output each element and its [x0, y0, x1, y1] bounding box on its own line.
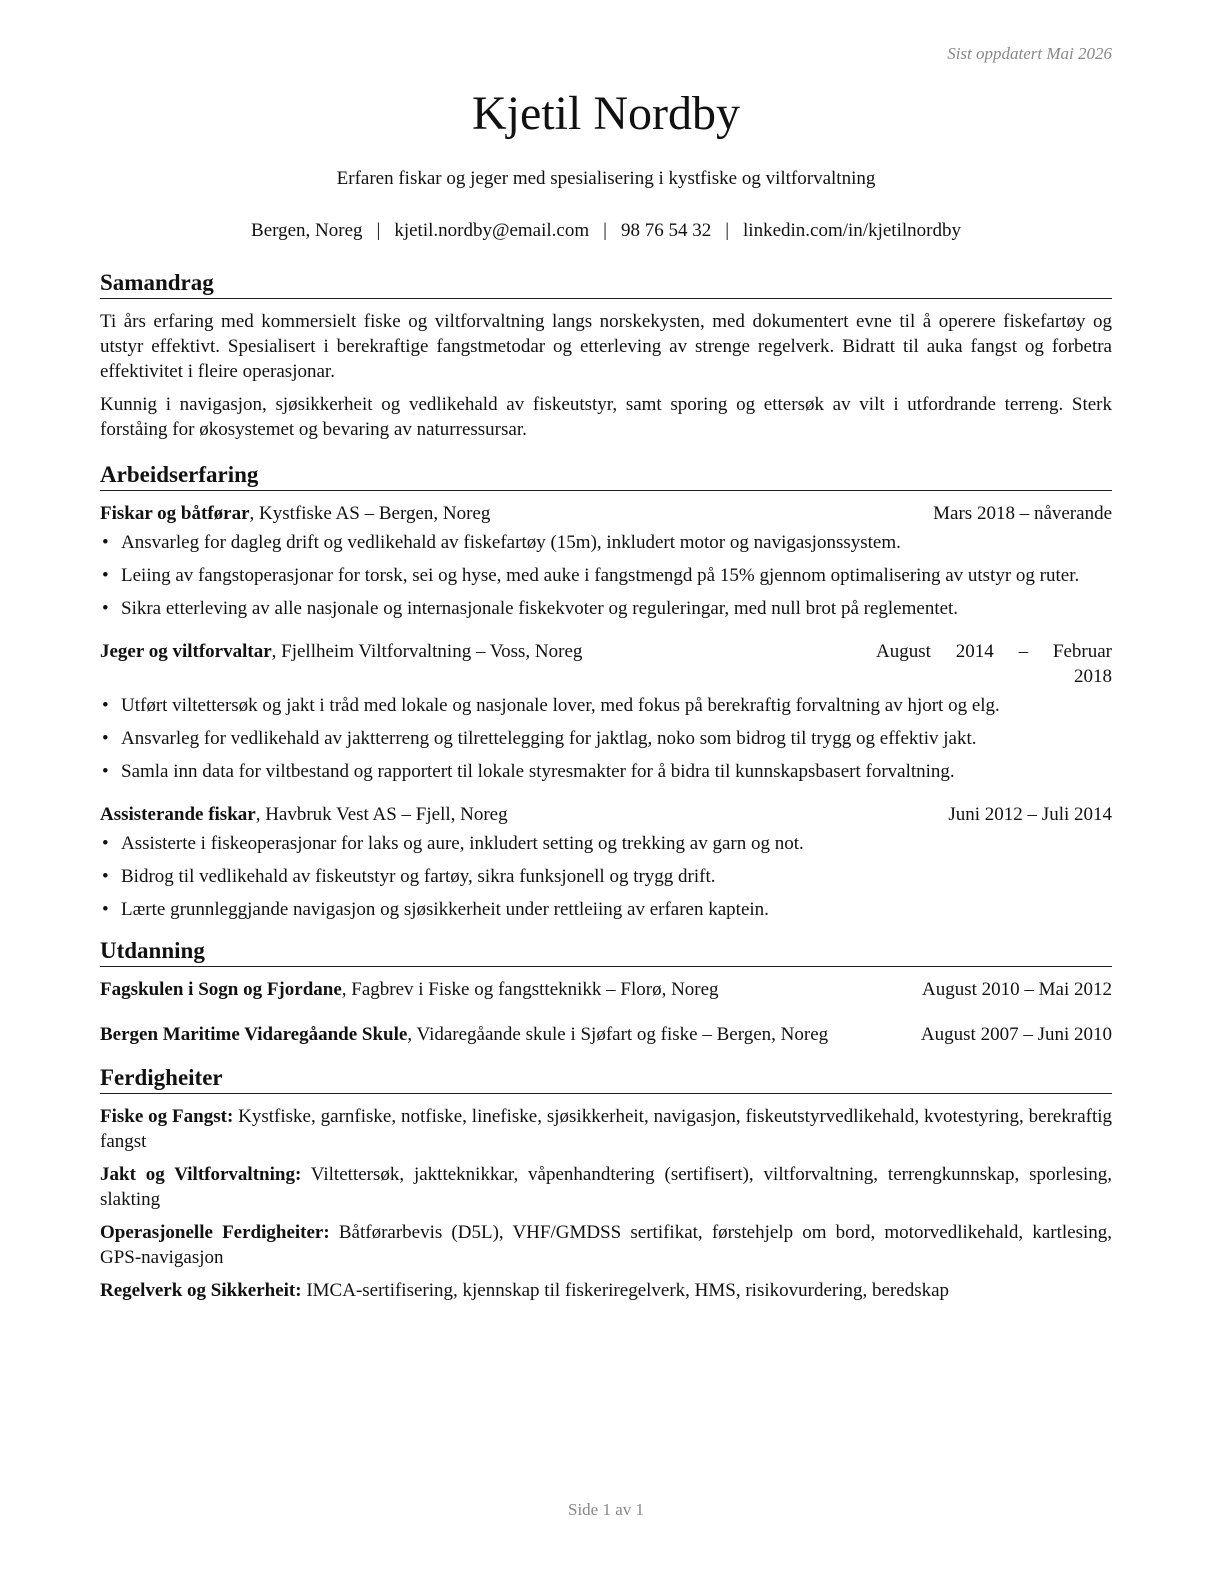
candidate-name: Kjetil Nordby	[472, 87, 740, 140]
summary-paragraph: Kunnig i navigasjon, sjøsikkerheit og vedlikehald av fiskeutstyr, samt sporing og ettersøk av vilt i utfordrande terreng. Sterk forståing for økosystemet og bevaring av naturressursar.	[100, 394, 1112, 440]
education-entry	[100, 977, 1112, 1002]
education-dates: August 2007 – Juni 2010	[920, 1024, 1112, 1045]
job-entry	[100, 501, 1112, 621]
job-bullet: • Sikra etterleving av alle nasjonale og internasjonale fiskekvoter og reguleringar, med null brot på reglementet.	[100, 596, 1112, 621]
section-heading-skills: Ferdigheiter	[100, 1063, 1112, 1094]
education-detail: , Fagbrev i Fiske og fangstteknikk – Florø, Noreg	[341, 979, 719, 1000]
job-title: Fiskar og båtførar	[100, 503, 250, 524]
job-bullet: • Lærte grunnleggjande navigasjon og sjøsikkerheit under rettleiing av erfaren kaptein.	[100, 897, 1112, 922]
skill-group-text: Kystfiske, garnfiske, notfiske, linefiske, sjøsikkerheit, navigasjon, fiskeutstyrvedlikehald, kvotestyring, berekraftig fangst	[100, 1106, 1113, 1152]
contact-separator: |	[376, 220, 381, 241]
job-header	[100, 639, 1112, 689]
summary-section	[100, 268, 1112, 442]
job-entry	[100, 802, 1112, 922]
skill-group-label: Operasjonelle Ferdigheiter:	[100, 1222, 330, 1243]
skill-group	[100, 1104, 1112, 1154]
education-entry	[100, 1022, 1112, 1047]
job-header	[100, 802, 1112, 827]
job-bullets	[100, 693, 1112, 784]
job-bullet: • Samla inn data for viltbestand og rapportert til lokale styresmakter for å bidra til kunnskapsbasert forvaltning.	[100, 759, 1112, 784]
job-bullet: • Ansvarleg for dagleg drift og vedlikehald av fiskefartøy (15m), inkludert motor og navigasjonssystem.	[100, 530, 1112, 555]
experience-section	[100, 460, 1112, 922]
skill-group-text: Båtførarbevis (D5L), VHF/GMDSS sertifikat, førstehjelp om bord, motorvedlikehald, kartlesing, GPS-navigasjon	[100, 1222, 1112, 1268]
job-bullets	[100, 831, 1112, 922]
education-section	[100, 936, 1112, 1047]
job-bullets	[100, 530, 1112, 621]
skill-group-text: Viltettersøk, jaktteknikkar, våpenhandtering (sertifisert), viltforvaltning, terrengkunnskap, sporlesing, slakting	[100, 1164, 1112, 1210]
summary-paragraph: Ti års erfaring med kommersielt fiske og viltforvaltning langs norskekysten, med dokumentert evne til å operere fiskefartøy og utstyr effektivt. Spesialisert i berekraftige fangstmetodar og etterleving av strenge regelverk. Bidratt til auka fangst og forbetra effektivitet i fleire operasjonar.	[100, 311, 1112, 382]
page-number: Side 1 av 1	[567, 1500, 645, 1519]
contact-email[interactable]: kjetil.nordby@email.com	[394, 220, 590, 241]
contact-line	[100, 220, 1112, 242]
education-dates: August 2010 – Mai 2012	[922, 979, 1112, 1000]
school-name: Fagskulen i Sogn og Fjordane	[100, 979, 342, 1000]
skill-group	[100, 1162, 1112, 1212]
skill-group	[100, 1278, 1112, 1303]
education-detail: , Vidaregåande skule i Sjøfart og fiske – Bergen, Noreg	[407, 1024, 829, 1045]
contact-location: Bergen, Noreg	[251, 220, 363, 241]
skill-group-label: Jakt og Viltforvaltning:	[100, 1164, 302, 1185]
section-heading-education: Utdanning	[100, 936, 1112, 967]
contact-separator: |	[603, 220, 607, 241]
job-bullet: • Ansvarleg for vedlikehald av jaktterreng og tilrettelegging for jaktlag, noko som bidrog til trygg og effektiv jakt.	[100, 726, 1112, 751]
school-name: Bergen Maritime Vidaregåande Skule	[100, 1024, 408, 1045]
job-dates: Mars 2018 – nåverande	[933, 503, 1112, 524]
resume-content	[100, 268, 1112, 1311]
job-header	[100, 501, 1112, 526]
job-title: Jeger og viltforvaltar	[100, 641, 272, 662]
last-updated: Sist oppdatert Mai 2026	[947, 44, 1112, 63]
job-dates: Juni 2012 – Juli 2014	[948, 804, 1112, 825]
job-org: , Fjellheim Viltforvaltning – Voss, Noreg	[271, 641, 583, 662]
skills-section	[100, 1063, 1112, 1303]
contact-phone: 98 76 54 32	[620, 220, 712, 241]
tagline: Erfaren fiskar og jeger med spesialisering i kystfiske og viltforvaltning	[336, 168, 876, 189]
section-heading-summary: Samandrag	[100, 268, 1112, 299]
job-org: , Kystfiske AS – Bergen, Noreg	[249, 503, 491, 524]
job-dates: August 2014 – Februar 2018	[876, 641, 1112, 687]
resume-page	[100, 0, 1112, 1584]
job-bullet: • Bidrog til vedlikehald av fiskeutstyr og fartøy, sikra funksjonell og trygg drift.	[100, 864, 1112, 889]
skill-group-label: Fiske og Fangst:	[100, 1106, 234, 1127]
job-bullet: • Leiing av fangstoperasjonar for torsk, sei og hyse, med auke i fangstmengd på 15% gjennom optimalisering av utstyr og ruter.	[100, 563, 1112, 588]
section-heading-experience: Arbeidserfaring	[100, 460, 1112, 491]
job-org: , Havbruk Vest AS – Fjell, Noreg	[255, 804, 508, 825]
job-entry	[100, 639, 1112, 784]
job-title: Assisterande fiskar	[100, 804, 256, 825]
skill-group	[100, 1220, 1112, 1270]
job-bullet: • Assisterte i fiskeoperasjonar for laks og aure, inkludert setting og trekking av garn og not.	[100, 831, 1112, 856]
contact-separator: |	[725, 220, 730, 241]
contact-linkedin[interactable]: linkedin.com/in/kjetilnordby	[743, 220, 961, 241]
skill-group-label: Regelverk og Sikkerheit:	[100, 1280, 302, 1301]
skill-group-text: IMCA-sertifisering, kjennskap til fiskeriregelverk, HMS, risikovurdering, beredskap	[301, 1280, 950, 1301]
job-bullet: • Utført viltettersøk og jakt i tråd med lokale og nasjonale lover, med fokus på berekraftig forvaltning av hjort og elg.	[100, 693, 1112, 718]
